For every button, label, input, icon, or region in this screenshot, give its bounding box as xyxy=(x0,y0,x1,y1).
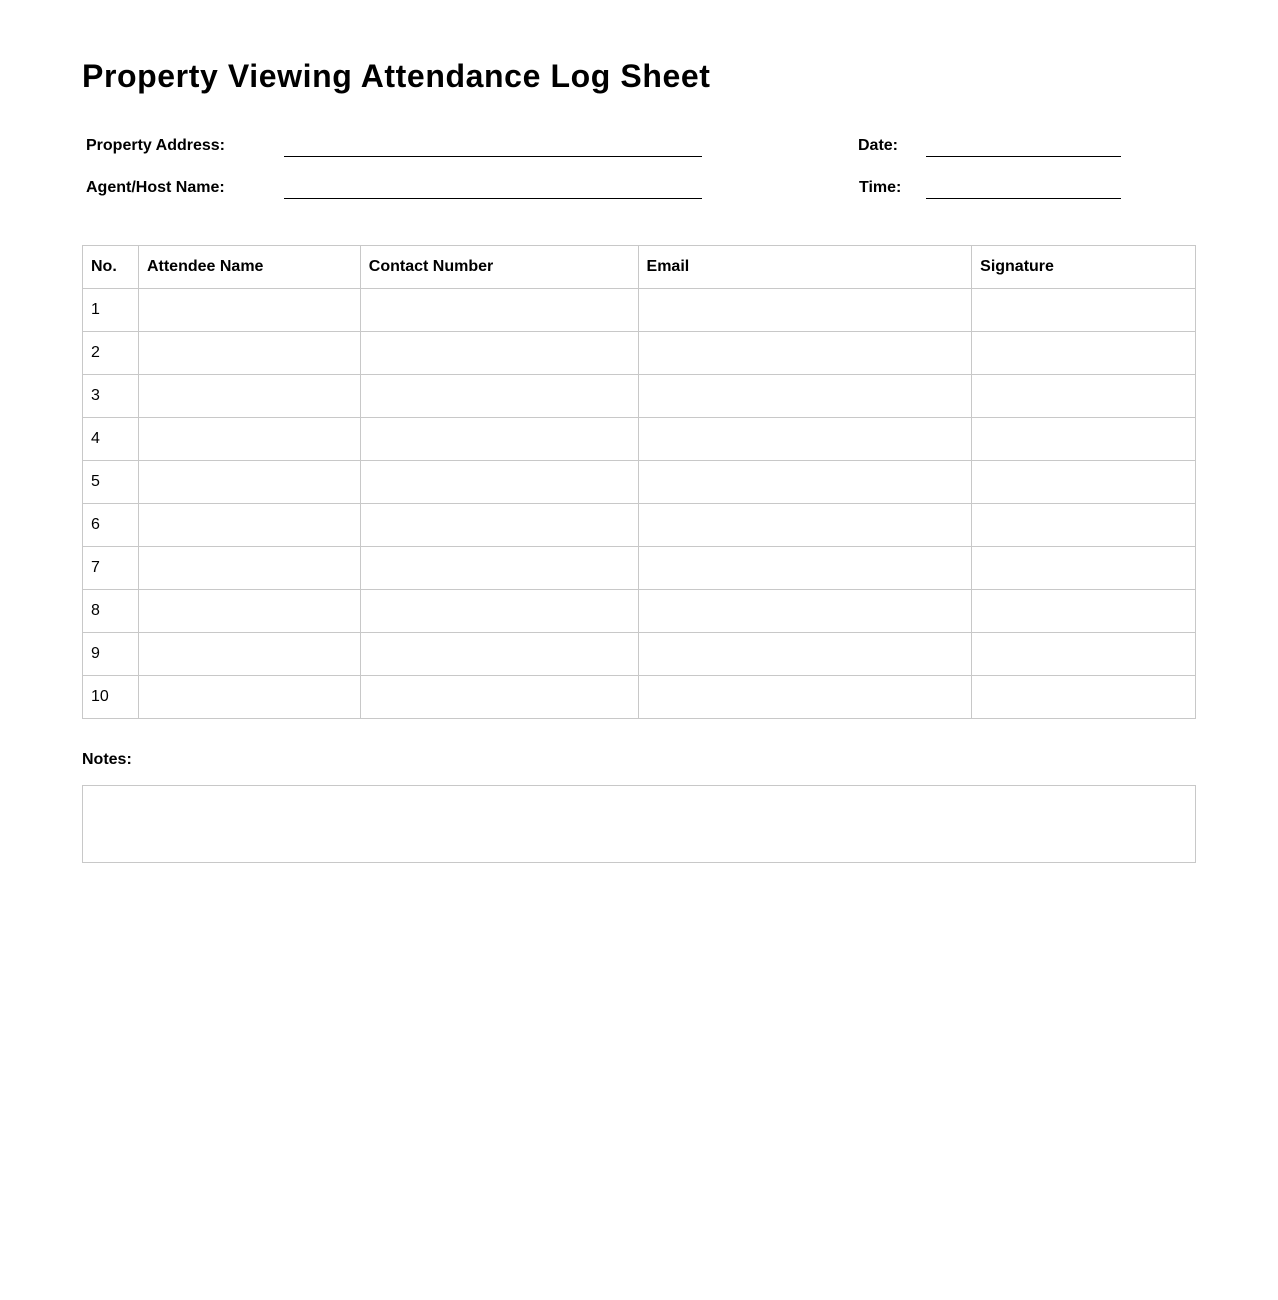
attendee-name-cell[interactable] xyxy=(138,289,360,332)
contact-number-cell[interactable] xyxy=(360,375,638,418)
header-email: Email xyxy=(638,246,972,289)
email-cell[interactable] xyxy=(638,590,972,633)
attendee-name-cell[interactable] xyxy=(138,633,360,676)
table-row xyxy=(83,590,1196,633)
contact-number-cell[interactable] xyxy=(360,547,638,590)
property-address-label: Property Address: xyxy=(86,137,225,154)
table-row xyxy=(83,461,1196,504)
attendee-name-cell[interactable] xyxy=(138,676,360,719)
signature-cell[interactable] xyxy=(972,676,1196,719)
row-number: 5 xyxy=(83,461,139,504)
row-number: 3 xyxy=(83,375,139,418)
signature-cell[interactable] xyxy=(972,504,1196,547)
time-label: Time: xyxy=(859,179,902,196)
email-cell[interactable] xyxy=(638,289,972,332)
table-row xyxy=(83,504,1196,547)
date-field[interactable] xyxy=(926,156,1121,157)
email-cell[interactable] xyxy=(638,676,972,719)
table-row xyxy=(83,418,1196,461)
agent-host-name-label: Agent/Host Name: xyxy=(86,179,225,196)
contact-number-cell[interactable] xyxy=(360,676,638,719)
row-number: 7 xyxy=(83,547,139,590)
header-contact-number: Contact Number xyxy=(360,246,638,289)
email-cell[interactable] xyxy=(638,504,972,547)
contact-number-cell[interactable] xyxy=(360,504,638,547)
page-title: Property Viewing Attendance Log Sheet xyxy=(82,58,711,94)
attendance-table xyxy=(82,245,1196,719)
row-number: 6 xyxy=(83,504,139,547)
attendee-name-cell[interactable] xyxy=(138,504,360,547)
contact-number-cell[interactable] xyxy=(360,461,638,504)
signature-cell[interactable] xyxy=(972,289,1196,332)
table-row xyxy=(83,676,1196,719)
date-label: Date: xyxy=(858,137,899,154)
signature-cell[interactable] xyxy=(972,590,1196,633)
table-row xyxy=(83,375,1196,418)
row-number: 9 xyxy=(83,633,139,676)
row-number: 4 xyxy=(83,418,139,461)
attendee-name-cell[interactable] xyxy=(138,418,360,461)
attendee-name-cell[interactable] xyxy=(138,547,360,590)
property-address-field[interactable] xyxy=(284,156,702,157)
email-cell[interactable] xyxy=(638,633,972,676)
row-number: 2 xyxy=(83,332,139,375)
email-cell[interactable] xyxy=(638,375,972,418)
contact-number-cell[interactable] xyxy=(360,633,638,676)
email-cell[interactable] xyxy=(638,547,972,590)
email-cell[interactable] xyxy=(638,332,972,375)
email-cell[interactable] xyxy=(638,418,972,461)
signature-cell[interactable] xyxy=(972,461,1196,504)
table-header-row xyxy=(83,246,1196,289)
signature-cell[interactable] xyxy=(972,633,1196,676)
header-signature: Signature xyxy=(972,246,1196,289)
row-number: 8 xyxy=(83,590,139,633)
signature-cell[interactable] xyxy=(972,418,1196,461)
contact-number-cell[interactable] xyxy=(360,418,638,461)
attendee-name-cell[interactable] xyxy=(138,375,360,418)
row-number: 1 xyxy=(83,289,139,332)
signature-cell[interactable] xyxy=(972,375,1196,418)
signature-cell[interactable] xyxy=(972,547,1196,590)
table-row xyxy=(83,289,1196,332)
header-no: No. xyxy=(83,246,139,289)
row-number: 10 xyxy=(83,676,139,719)
notes-label: Notes: xyxy=(82,751,132,768)
notes-box[interactable] xyxy=(82,785,1196,863)
table-row xyxy=(83,332,1196,375)
attendee-name-cell[interactable] xyxy=(138,461,360,504)
time-field[interactable] xyxy=(926,198,1121,199)
contact-number-cell[interactable] xyxy=(360,289,638,332)
attendee-name-cell[interactable] xyxy=(138,332,360,375)
signature-cell[interactable] xyxy=(972,332,1196,375)
agent-host-name-field[interactable] xyxy=(284,198,702,199)
table-row xyxy=(83,633,1196,676)
header-attendee-name: Attendee Name xyxy=(138,246,360,289)
attendee-name-cell[interactable] xyxy=(138,590,360,633)
contact-number-cell[interactable] xyxy=(360,590,638,633)
email-cell[interactable] xyxy=(638,461,972,504)
table-row xyxy=(83,547,1196,590)
contact-number-cell[interactable] xyxy=(360,332,638,375)
